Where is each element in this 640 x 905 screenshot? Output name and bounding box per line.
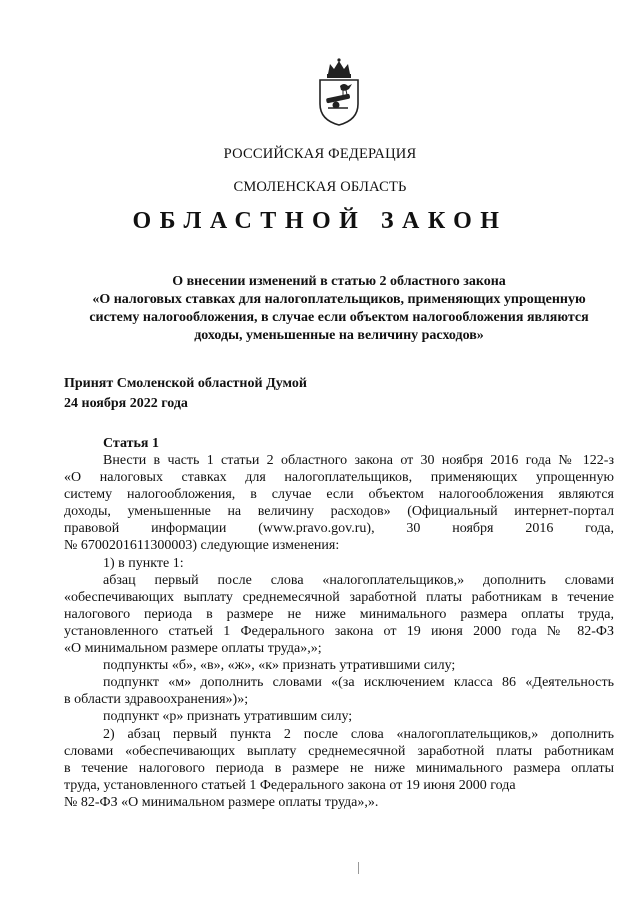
article-text-line: труда, установленного статьей 1 Федерального закона от 19 июня 2000 года [64, 777, 516, 793]
article-text-line: подпункты «б», «в», «ж», «к» признать утратившими силу; [103, 658, 456, 674]
law-title [64, 273, 614, 345]
adoption-date: 24 ноября 2022 года [64, 396, 188, 411]
article-text-line: налогового периода в размере не ниже минимального размера оплаты труда, [64, 606, 614, 622]
article-text-line: в области здравоохранения»)»; [64, 692, 249, 708]
article-text-line: установленного статьей 1 Федерального закона от 19 июня 2000 года № 82-ФЗ [64, 623, 614, 639]
article-text-line: Внести в часть 1 статьи 2 областного закона от 30 ноября 2016 года № 122-з [103, 453, 614, 468]
article-text-line: «О налоговых ставках для налогоплательщиков, применяющих упрощенную [64, 470, 614, 486]
region-heading: СМОЛЕНСКАЯ ОБЛАСТЬ [233, 179, 407, 195]
article-text-line: доходы, уменьшенные на величину расходов» (Официальный интернет-портал [64, 504, 614, 520]
adoption-body: Принят Смоленской областной Думой [64, 376, 307, 391]
article-text-line: подпункт «м» дополнить словами «(за исключением класса 86 «Деятельность [103, 675, 614, 691]
article-text-line: «обеспечивающих выплату среднемесячной заработной платы работникам в течение [64, 589, 614, 605]
article-heading: Статья 1 [103, 436, 159, 451]
document-type-heading: ОБЛАСТНОЙ ЗАКОН [132, 208, 508, 234]
article-text-line: систему налогообложения, в случае если объектом налогообложения являются [64, 487, 614, 503]
article-text-line: «О минимальном размере оплаты труда»,»; [64, 641, 322, 657]
article-text-line: подпункт «р» признать утратившим силу; [103, 709, 353, 725]
scan-speck [358, 862, 359, 874]
law-title-line: О внесении изменений в статью 2 областного закона [172, 274, 506, 289]
smolensk-coat-of-arms-icon [314, 56, 364, 126]
law-title-line: «О налоговых ставках для налогоплательщиков, применяющих упрощенную [92, 292, 586, 307]
article-text-line: 2) абзац первый пункта 2 после слова «налогоплательщиков,» дополнить [103, 726, 614, 742]
article-body [64, 452, 614, 811]
adoption-note [64, 374, 307, 414]
law-title-line: систему налогообложения, в случае если объектом налогообложения являются [89, 310, 589, 325]
article-text-line: абзац первый после слова «налогоплательщиков,» дополнить словами [103, 572, 614, 588]
article-text-line: 1) в пункте 1: [103, 555, 184, 571]
article-text-line: словами «обеспечивающих выплату среднемесячной заработной платы работникам [64, 743, 614, 759]
country-heading: РОССИЙСКАЯ ФЕДЕРАЦИЯ [223, 146, 417, 162]
article-text-line: № 6700201611300003) следующие изменения: [64, 538, 340, 554]
article-text-line: в течение налогового периода в размере не ниже минимального размера оплаты [64, 760, 614, 776]
article-text-line: № 82-ФЗ «О минимальном размере оплаты труда»,». [64, 794, 379, 810]
law-title-line: доходы, уменьшенные на величину расходов» [194, 328, 484, 343]
article-text-line: правовой информации (www.pravo.gov.ru), 30 ноября 2016 года, [64, 521, 614, 537]
